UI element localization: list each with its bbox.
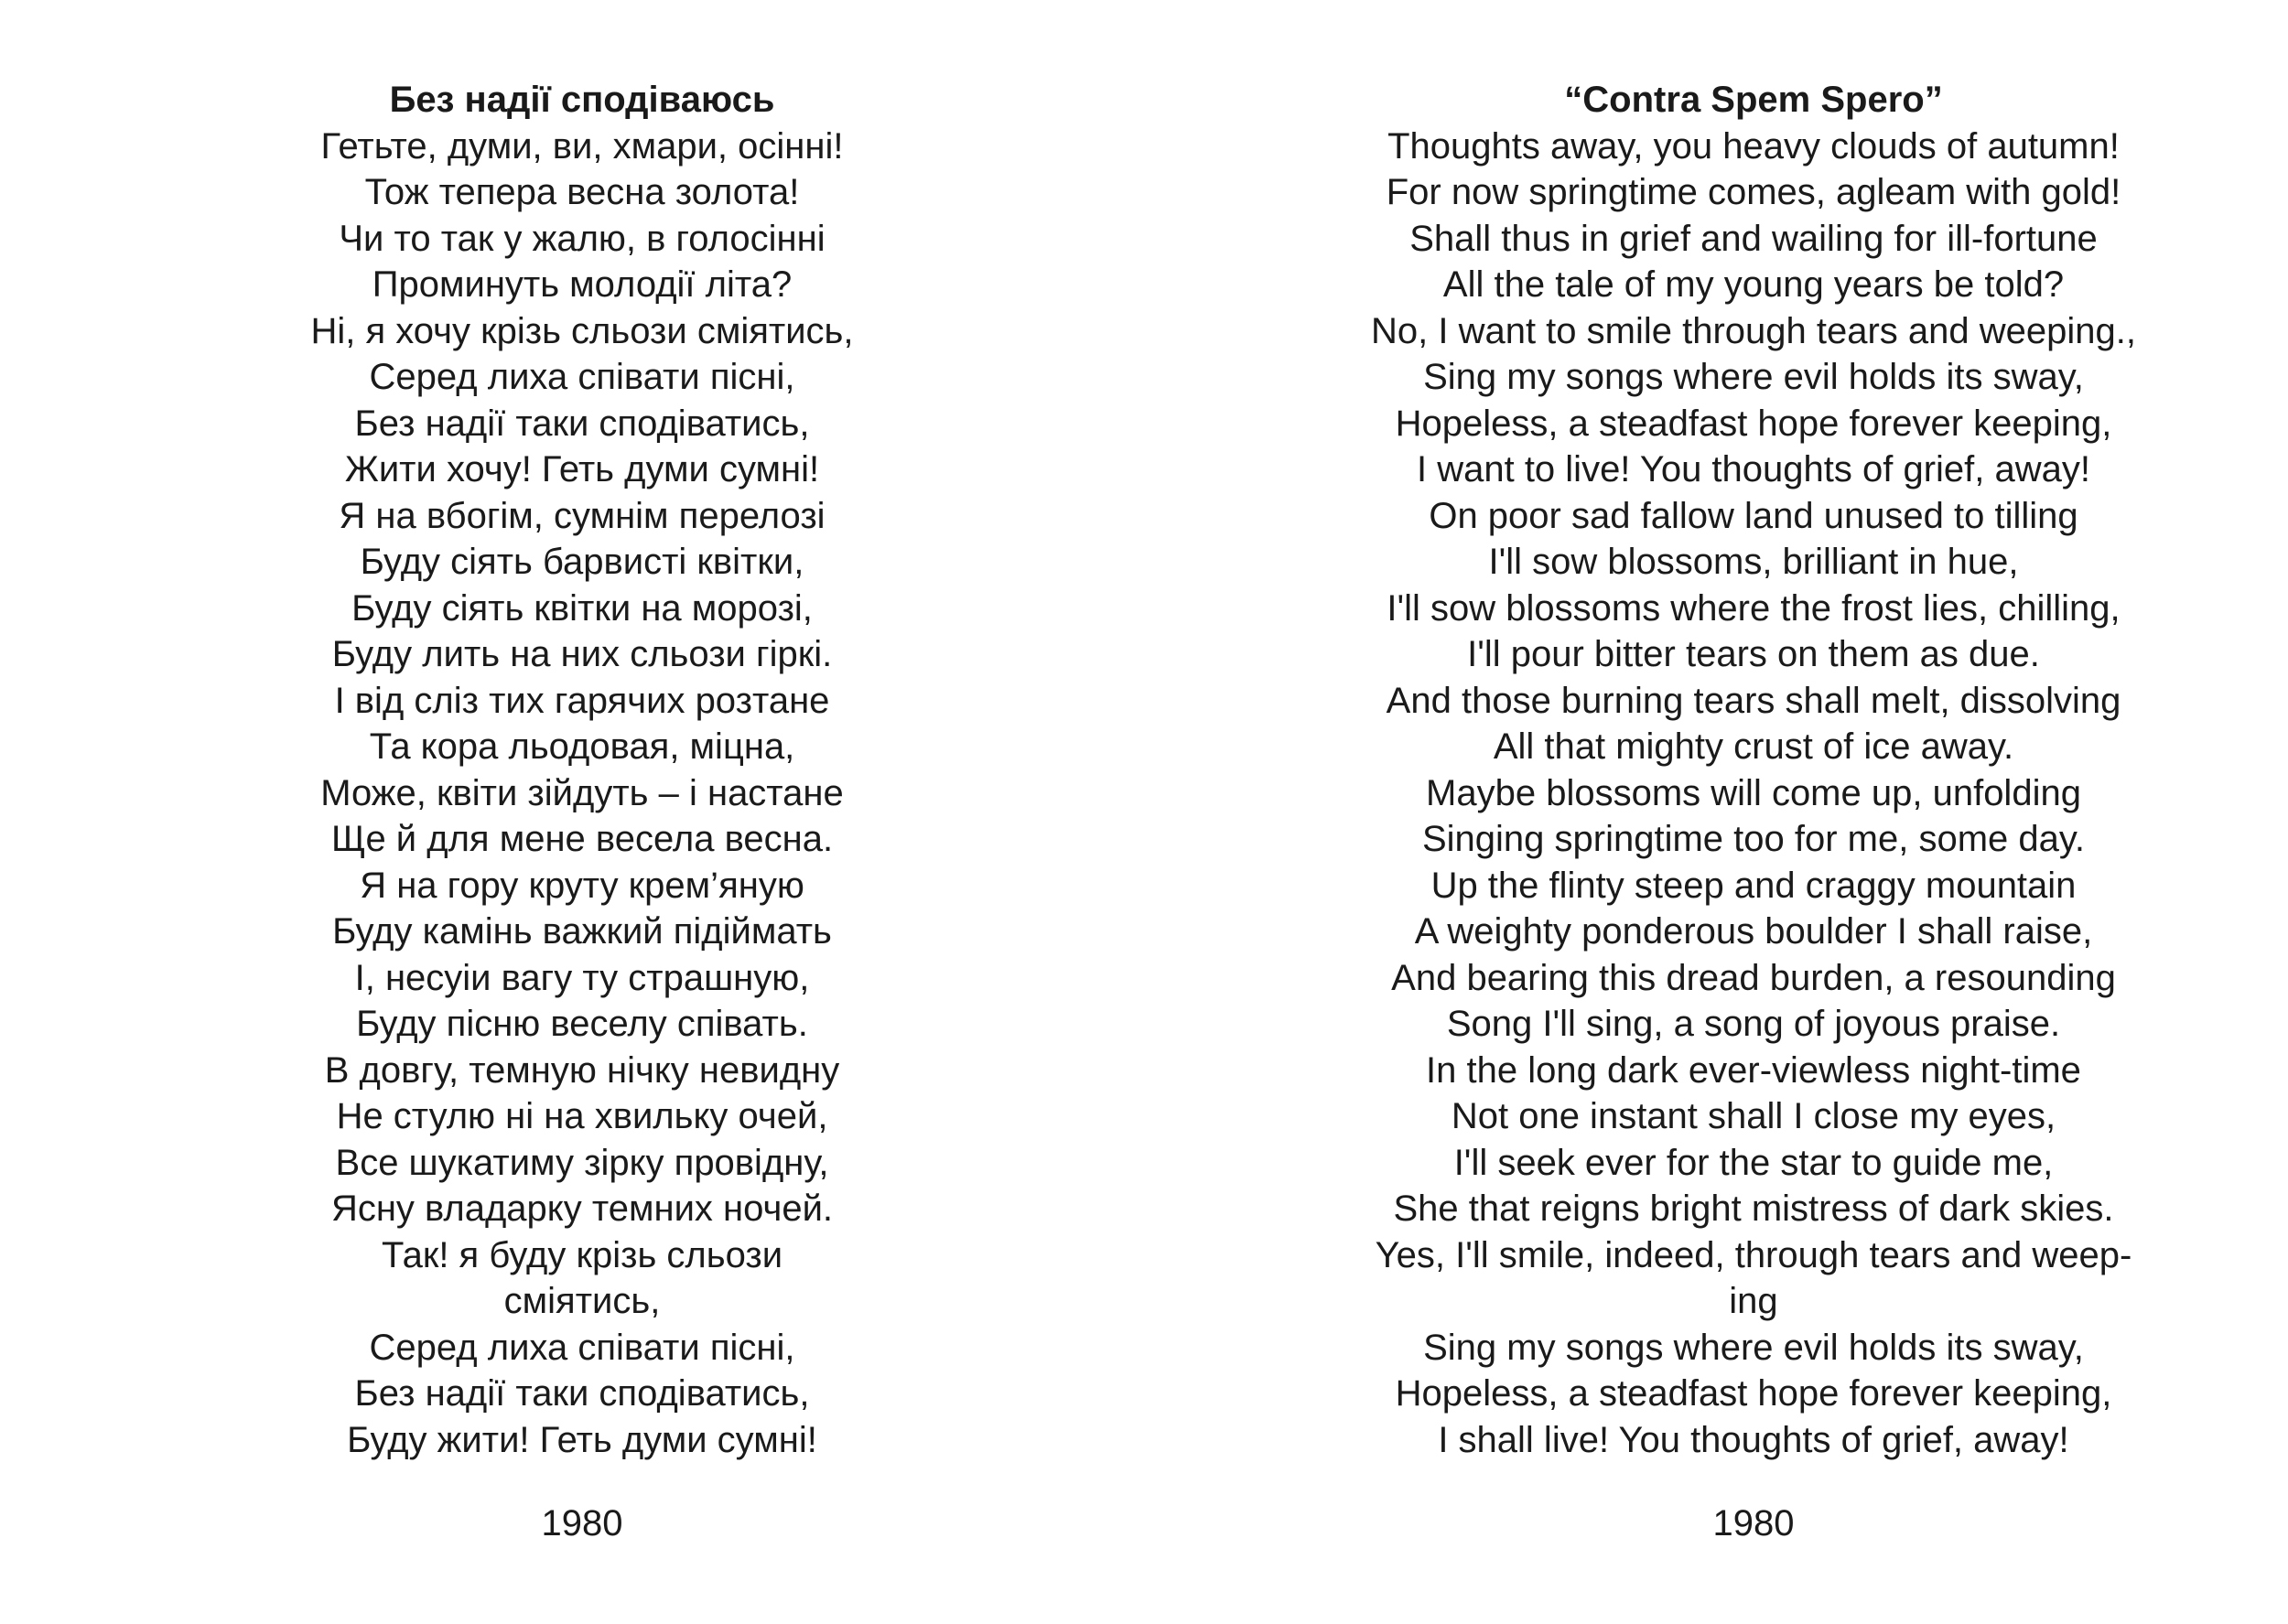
poem-title-ukrainian: Без надії сподіваюсь [389,80,775,120]
poem-title-english: “Contra Spem Spero” [1564,80,1943,120]
poem-line: Так! я буду крізь сльози [381,1234,783,1275]
poem-line: Ні, я хочу крізь сльози сміятись, [310,310,854,351]
poem-line: For now springtime comes, agleam with gold! [1386,172,2121,212]
poem-line: Може, квіти зійдуть – і настане [320,772,844,813]
poem-line: I'll sow blossoms, brilliant in hue, [1488,542,2019,582]
poem-line: Проминуть молодії літа? [372,264,793,305]
poem-line: I'll pour bitter tears on them as due. [1467,634,2040,674]
poem-line: Shall thus in grief and wailing for ill-fortune [1409,218,2098,259]
poem-line: Ще й для мене весела весна. [330,819,834,859]
poem-line: Все шукатиму зірку провідну, [335,1142,829,1183]
poem-line: I want to live! You thoughts of grief, away! [1416,449,2090,489]
poem-line: Буду лить на них сльози гіркі. [331,634,833,674]
poem-line: Та кора льодовая, міцна, [369,726,795,767]
poem-line: Буду сіять квітки на морозі, [351,587,813,629]
poem-line: And bearing this dread burden, a resounding [1391,957,2116,998]
poem-line: Sing my songs where evil holds its sway, [1423,1327,2084,1368]
poem-line: Буду жити! Геть думи сумні! [347,1419,817,1460]
poem-line: Hopeless, a steadfast hope forever keeping, [1395,1373,2112,1414]
poem-line: I'll seek ever for the star to guide me, [1453,1142,2054,1183]
poem-line: Ясну владарку темних ночей. [330,1188,834,1229]
poem-line: Singing springtime too for me, some day. [1421,819,2086,859]
english-poem [1296,77,2211,1463]
poem-line: She that reigns bright mistress of dark skies. [1393,1188,2114,1229]
poem-line: Yes, I'll smile, indeed, through tears and weep- [1375,1234,2132,1275]
poem-line: In the long dark ever-viewless night-time [1426,1049,2081,1091]
poem-line: All that mighty crust of ice away. [1493,726,2014,767]
poem-line: Sing my songs where evil holds its sway, [1423,357,2084,397]
poem-line: Hopeless, a steadfast hope forever keeping, [1395,403,2112,444]
poem-line: Буду камінь важкий підіймать [332,911,832,952]
poem-line: Серед лиха співати пісні, [369,357,795,397]
poem-line: Thoughts away, you heavy clouds of autumn! [1387,125,2120,167]
poem-line: No, I want to smile through tears and weeping., [1370,310,2136,351]
poem-line: Буду пісню веселу співать. [356,1004,808,1044]
poem-line: сміятись, [503,1281,661,1321]
poem-lines-english [1296,124,2211,1464]
poem-line: В довгу, темную нічку невидну [324,1049,840,1091]
poem-line: Серед лиха співати пісні, [369,1327,795,1368]
poem-line: I'll sow blossoms where the frost lies, chilling, [1387,587,2121,629]
year-right: 1980 [1712,1503,1795,1543]
poem-line: ing [1729,1281,1778,1321]
poem-line: Up the flinty steep and craggy mountain [1430,865,2077,906]
poem-line: Гетьте, думи, ви, хмари, осінні! [320,125,844,167]
poem-line: Maybe blossoms will come up, unfolding [1426,772,2081,813]
poem-line: On poor sad fallow land unused to tilling [1429,495,2078,536]
poem-line: І від сліз тих гарячих розтане [334,680,830,721]
poem-line: Не стулю ні на хвильку очей, [336,1096,828,1136]
poem-line: Not one instant shall I close my eyes, [1451,1096,2056,1136]
poem-line: Чи то так у жалю, в голосінні [339,218,826,259]
poem-line: Жити хочу! Геть думи сумні! [344,449,820,489]
ukrainian-poem [216,77,948,1463]
poem-line: Я на гору круту крем’яную [360,865,804,906]
poem-line: Я на вбогім, сумнім перелозі [339,495,826,536]
poem-line: І, несуіи вагу ту страшную, [354,957,810,998]
poem-line: A weighty ponderous boulder I shall raise, [1414,911,2093,952]
poem-line: I shall live! You thoughts of grief, away! [1438,1419,2069,1460]
poem-line: Буду сіять барвисті квітки, [360,542,804,582]
year-left: 1980 [541,1503,623,1543]
poem-line: Тож тепера весна золота! [364,172,800,212]
poem-line: All the tale of my young years be told? [1442,264,2065,305]
poem-line: Без надії таки сподіватись, [354,1373,810,1414]
poem-line: Без надії таки сподіватись, [354,403,810,444]
poem-lines-ukrainian [216,124,948,1464]
poem-line: And those burning tears shall melt, dissolving [1386,680,2121,721]
poem-line: Song I'll sing, a song of joyous praise. [1446,1004,2061,1044]
